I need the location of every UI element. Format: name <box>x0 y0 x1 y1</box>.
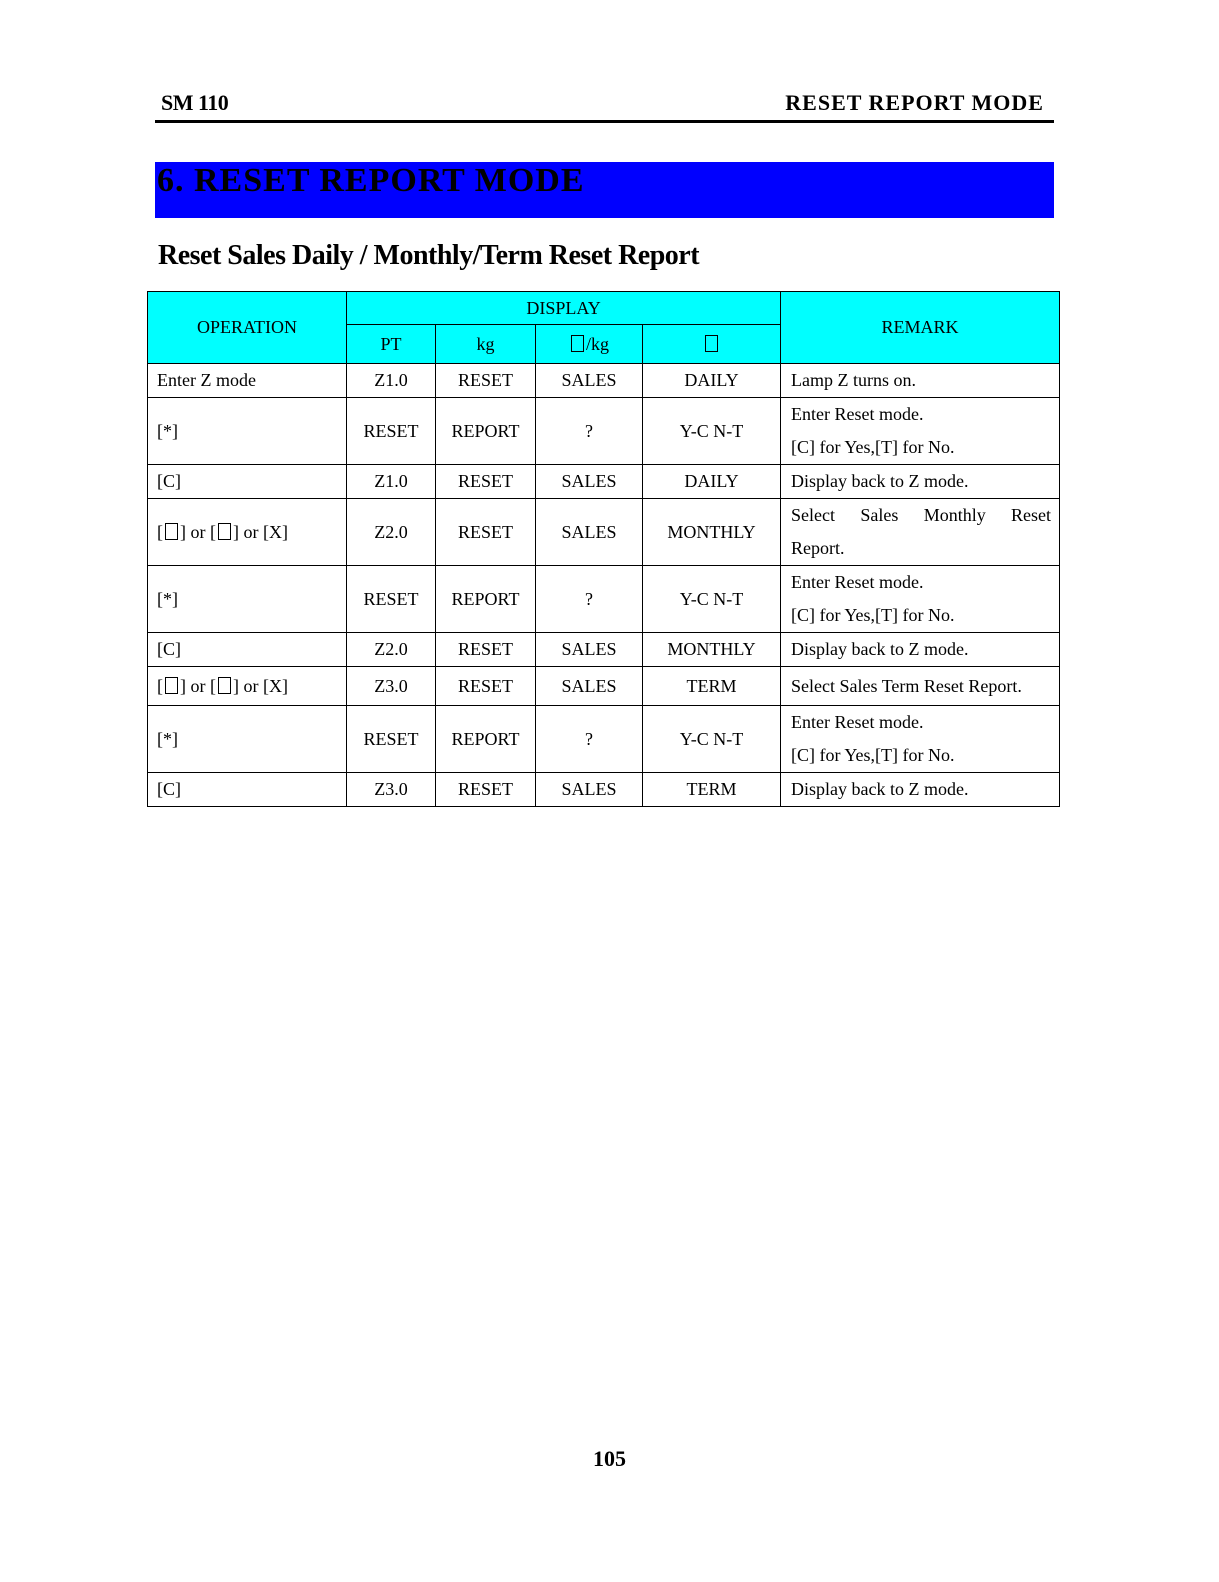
remark-line: [C] for Yes,[T] for No. <box>791 437 955 457</box>
section-title: 6. RESET REPORT MODE <box>157 162 585 199</box>
cell-operation: [*] <box>148 398 347 465</box>
cell-display-pt: Z2.0 <box>347 633 436 667</box>
cell-remark <box>781 465 1060 499</box>
cell-display-kg: REPORT <box>436 706 536 773</box>
cell-display-price: TERM <box>643 773 781 807</box>
remark-line: Lamp Z turns on. <box>791 370 917 390</box>
col-header-operation: OPERATION <box>148 292 347 364</box>
cell-operation: [ ] or [ ] or [X] <box>148 499 347 566</box>
page-header <box>155 90 1054 123</box>
reset-report-table <box>147 291 1060 807</box>
cell-display-price: MONTHLY <box>643 499 781 566</box>
cell-operation: [ ] or [ ] or [X] <box>148 667 347 706</box>
cell-remark <box>781 706 1060 773</box>
cell-display-pt: RESET <box>347 398 436 465</box>
report-body <box>148 364 1060 807</box>
table-row <box>148 667 1060 706</box>
table-row <box>148 566 1060 633</box>
cell-operation: [C] <box>148 633 347 667</box>
cell-display-price: DAILY <box>643 465 781 499</box>
cell-display-price: Y-C N-T <box>643 706 781 773</box>
cell-display-ppk: SALES <box>536 633 643 667</box>
col-header-kg: kg <box>436 325 536 364</box>
remark-line: [C] for Yes,[T] for No. <box>791 745 955 765</box>
table-row <box>148 465 1060 499</box>
arrow-down-key-icon <box>218 677 231 694</box>
remark-line: Enter Reset mode. <box>791 572 924 592</box>
cell-display-kg: REPORT <box>436 398 536 465</box>
cell-display-pt: Z1.0 <box>347 465 436 499</box>
cell-display-price: Y-C N-T <box>643 398 781 465</box>
cell-remark <box>781 667 1060 706</box>
cell-display-pt: Z3.0 <box>347 667 436 706</box>
cell-display-ppk: SALES <box>536 773 643 807</box>
currency-icon <box>705 335 718 352</box>
cell-operation: [*] <box>148 706 347 773</box>
cell-operation: [C] <box>148 465 347 499</box>
remark-line: Select Sales Term Reset Report. <box>791 675 1022 696</box>
col-header-display: DISPLAY <box>347 292 781 325</box>
arrow-up-key-icon <box>165 523 178 540</box>
cell-display-kg: RESET <box>436 633 536 667</box>
cell-display-ppk: SALES <box>536 465 643 499</box>
col-header-price <box>643 325 781 364</box>
remark-line: Select Sales Monthly Reset <box>791 505 1052 525</box>
remark-line: [C] for Yes,[T] for No. <box>791 605 955 625</box>
cell-display-ppk: ? <box>536 566 643 633</box>
cell-remark <box>781 499 1060 566</box>
col-header-price-per-kg: /kg <box>536 325 643 364</box>
cell-display-kg: RESET <box>436 364 536 398</box>
table-row <box>148 364 1060 398</box>
cell-display-price: TERM <box>643 667 781 706</box>
cell-display-pt: RESET <box>347 566 436 633</box>
cell-remark <box>781 364 1060 398</box>
cell-display-pt: RESET <box>347 706 436 773</box>
cell-operation: Enter Z mode <box>148 364 347 398</box>
cell-remark <box>781 633 1060 667</box>
cell-operation: [C] <box>148 773 347 807</box>
cell-display-pt: Z1.0 <box>347 364 436 398</box>
remark-line: Report. <box>791 538 845 558</box>
remark-line: Display back to Z mode. <box>791 639 969 659</box>
cell-display-pt: Z2.0 <box>347 499 436 566</box>
cell-operation: [*] <box>148 566 347 633</box>
table-row <box>148 398 1060 465</box>
table-row <box>148 633 1060 667</box>
cell-display-ppk: ? <box>536 706 643 773</box>
remark-line: Display back to Z mode. <box>791 779 969 799</box>
col-header-pt: PT <box>347 325 436 364</box>
section-banner <box>155 162 1054 218</box>
remark-line: Enter Reset mode. <box>791 712 924 732</box>
currency-icon <box>571 335 584 352</box>
cell-display-pt: Z3.0 <box>347 773 436 807</box>
table-row <box>148 706 1060 773</box>
cell-display-ppk: SALES <box>536 667 643 706</box>
table-row <box>148 499 1060 566</box>
cell-display-price: Y-C N-T <box>643 566 781 633</box>
cell-display-kg: RESET <box>436 667 536 706</box>
header-section-name: RESET REPORT MODE <box>785 90 1044 115</box>
cell-display-price: DAILY <box>643 364 781 398</box>
table-row <box>148 773 1060 807</box>
cell-display-kg: RESET <box>436 499 536 566</box>
arrow-up-key-icon <box>165 677 178 694</box>
cell-display-ppk: ? <box>536 398 643 465</box>
cell-remark <box>781 566 1060 633</box>
cell-display-kg: RESET <box>436 465 536 499</box>
cell-display-price: MONTHLY <box>643 633 781 667</box>
col-header-remark: REMARK <box>781 292 1060 364</box>
cell-display-ppk: SALES <box>536 499 643 566</box>
header-model: SM 110 <box>161 90 229 115</box>
cell-remark <box>781 398 1060 465</box>
cell-display-kg: RESET <box>436 773 536 807</box>
cell-remark <box>781 773 1060 807</box>
subtitle: Reset Sales Daily / Monthly/Term Reset Report <box>158 240 700 271</box>
arrow-down-key-icon <box>218 523 231 540</box>
cell-display-kg: REPORT <box>436 566 536 633</box>
cell-display-ppk: SALES <box>536 364 643 398</box>
remark-line: Display back to Z mode. <box>791 471 969 491</box>
page-number: 105 <box>593 1446 626 1471</box>
remark-line: Enter Reset mode. <box>791 404 924 424</box>
